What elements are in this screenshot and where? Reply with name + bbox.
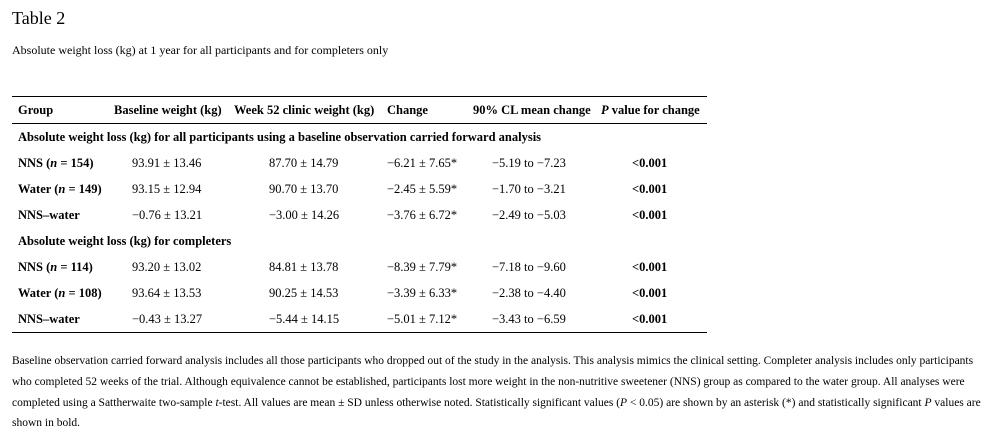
group-cell <box>18 182 102 197</box>
group-label: NNS ( <box>18 156 51 170</box>
p-value-cell: <0.001 <box>632 260 668 274</box>
group-n: n <box>58 182 66 196</box>
table-header-row <box>12 97 707 123</box>
group-cell <box>18 312 80 327</box>
p-value-cell: <0.001 <box>632 208 668 222</box>
baseline-cell: 93.64 ± 13.53 <box>132 286 202 300</box>
table-bottom-rule <box>12 332 707 333</box>
results-table <box>12 96 707 333</box>
group-cell <box>18 208 80 223</box>
header-change: Change <box>387 103 428 117</box>
change-cell: −5.01 ± 7.12* <box>387 312 458 326</box>
baseline-cell: 93.91 ± 13.46 <box>132 156 202 170</box>
p-value-cell: <0.001 <box>632 156 668 170</box>
footnote-text-2: -test. All values are mean ± SD unless otherwise noted. Statistically significant values ( <box>218 396 621 409</box>
table-row <box>12 254 707 280</box>
group-cell <box>18 156 94 171</box>
header-p-value <box>601 103 700 118</box>
table-row <box>12 306 707 332</box>
table-row <box>12 280 707 306</box>
header-p-rest: value for change <box>608 103 700 117</box>
cl-cell: −5.19 to −7.23 <box>492 156 566 170</box>
p-value-cell: <0.001 <box>632 182 668 196</box>
header-week52: Week 52 clinic weight (kg) <box>234 103 375 117</box>
group-label: NNS–water <box>18 208 80 222</box>
week52-cell: 90.25 ± 14.53 <box>269 286 339 300</box>
week52-cell: −5.44 ± 14.15 <box>269 312 340 326</box>
group-label: NNS ( <box>18 260 51 274</box>
header-p-italic: P <box>601 103 609 117</box>
table-row <box>12 202 707 228</box>
group-label: Water ( <box>18 182 59 196</box>
change-cell: −2.45 ± 5.59* <box>387 182 458 196</box>
baseline-cell: −0.43 ± 13.27 <box>132 312 203 326</box>
week52-cell: 90.70 ± 13.70 <box>269 182 339 196</box>
p-value-cell: <0.001 <box>632 312 668 326</box>
week52-cell: −3.00 ± 14.26 <box>269 208 340 222</box>
change-cell: −3.76 ± 6.72* <box>387 208 458 222</box>
header-baseline: Baseline weight (kg) <box>114 103 222 117</box>
cl-cell: −2.49 to −5.03 <box>492 208 566 222</box>
cl-cell: −3.43 to −6.59 <box>492 312 566 326</box>
cl-cell: −7.18 to −9.60 <box>492 260 566 274</box>
table-row <box>12 150 707 176</box>
group-count: = 114) <box>57 260 93 274</box>
p-value-cell: <0.001 <box>632 286 668 300</box>
baseline-cell: 93.20 ± 13.02 <box>132 260 202 274</box>
footnote-t: t <box>215 396 219 409</box>
section-title: Absolute weight loss (kg) for all participants using a baseline observation carried forward analysis <box>18 130 542 144</box>
change-cell: −8.39 ± 7.79* <box>387 260 458 274</box>
table-caption: Absolute weight loss (kg) at 1 year for all participants and for completers only <box>12 43 389 57</box>
table-footnote <box>12 351 988 434</box>
baseline-cell: −0.76 ± 13.21 <box>132 208 203 222</box>
section-heading-row <box>12 228 707 254</box>
group-count: = 154) <box>57 156 94 170</box>
footnote-text-3: < 0.05) are shown by an asterisk (*) and statistically significant <box>627 396 925 409</box>
group-n: n <box>50 260 58 274</box>
header-cl: 90% CL mean change <box>473 103 591 117</box>
group-label: NNS–water <box>18 312 80 326</box>
group-count: = 149) <box>65 182 102 196</box>
table-row <box>12 176 707 202</box>
footnote-text-4: values are shown in bold. <box>12 396 981 430</box>
section-title: Absolute weight loss (kg) for completers <box>18 234 232 248</box>
week52-cell: 87.70 ± 14.79 <box>269 156 339 170</box>
group-cell <box>18 260 93 275</box>
group-n: n <box>58 286 66 300</box>
footnote-p1: P <box>620 396 628 409</box>
cl-cell: −1.70 to −3.21 <box>492 182 566 196</box>
footnote-text-1: Baseline observation carried forward analysis includes all those participants who dropped out of the study in the analysis. This analysis mimics the clinical setting. Completer analysis includes only participants who completed 52 weeks of the trial. Although equivalence cannot be established, participants lost more weight in the non-nutritive sweetener (NNS) group as compared to the water group. All analyses were completed using a Sattherwaite two-sample <box>12 355 974 409</box>
group-label: Water ( <box>18 286 59 300</box>
section-heading-row <box>12 124 707 150</box>
footnote-p2: P <box>924 396 932 409</box>
group-n: n <box>50 156 58 170</box>
change-cell: −6.21 ± 7.65* <box>387 156 458 170</box>
group-count: = 108) <box>65 286 102 300</box>
week52-cell: 84.81 ± 13.78 <box>269 260 339 274</box>
header-group: Group <box>18 103 54 117</box>
group-cell <box>18 286 102 301</box>
change-cell: −3.39 ± 6.33* <box>387 286 458 300</box>
baseline-cell: 93.15 ± 12.94 <box>132 182 202 196</box>
cl-cell: −2.38 to −4.40 <box>492 286 566 300</box>
table-title: Table 2 <box>12 8 66 28</box>
